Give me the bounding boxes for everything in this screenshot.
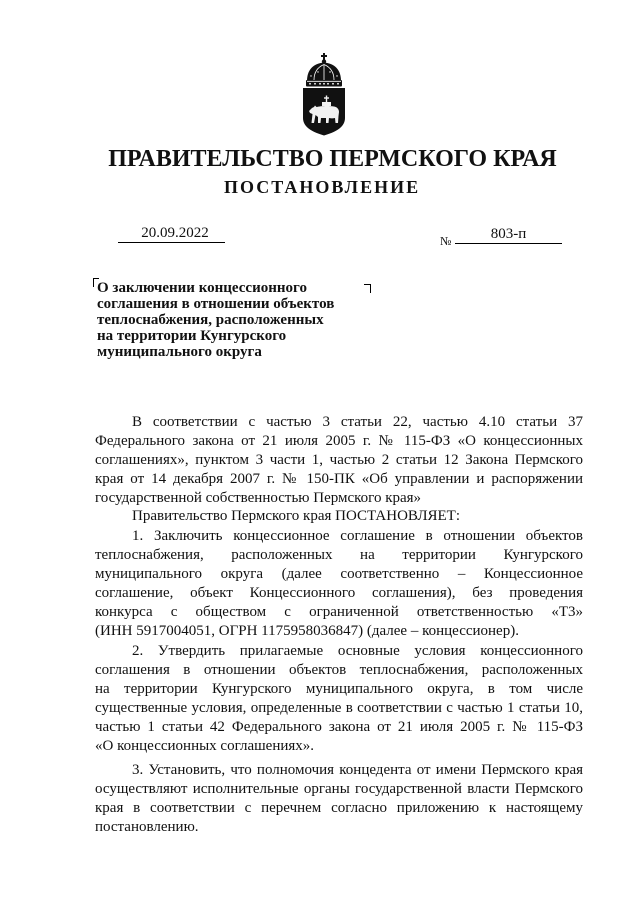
- number-sign: №: [440, 234, 452, 248]
- body-line: 1. Заключить концессионное соглашение в отношении объектов: [132, 528, 583, 544]
- subject-line: муниципального округа: [97, 344, 262, 360]
- body-line: теплоснабжения, расположенных на территории Кунгурского: [95, 547, 583, 563]
- body-line: Правительство Пермского края ПОСТАНОВЛЯЕТ:: [132, 508, 461, 524]
- paragraph-decree: [95, 507, 583, 526]
- body-line: конкурса с обществом с ограниченной ответственностью «Т3»: [95, 604, 583, 620]
- body-line: осуществляют исполнительные органы государственной власти Пермского: [95, 781, 583, 797]
- paragraph-preamble: [95, 413, 583, 508]
- body-line: государственной собственностью Пермского края»: [95, 490, 422, 506]
- organization-title: ПРАВИТЕЛЬСТВО ПЕРМСКОГО КРАЯ: [108, 146, 557, 172]
- body-line: соглашение, объект Концессионного соглашения), без проведения: [95, 585, 583, 601]
- paragraph-item-1: [95, 527, 583, 641]
- body-line: существенные условия, определенные в соответствии с частью 1 статьи 10,: [95, 700, 583, 716]
- body-line: постановлению.: [95, 819, 199, 835]
- subject-corner-right: [364, 284, 371, 293]
- body-line: муниципального округа (далее соответственно – Концессионное: [95, 566, 583, 582]
- coat-of-arms-icon: [300, 52, 348, 136]
- body-line: края в соответствии с перечнем согласно приложению к настоящему: [95, 800, 583, 816]
- subject-line: на территории Кунгурского: [97, 328, 287, 344]
- body-line: «О концессионных соглашениях».: [95, 738, 315, 754]
- body-line: 2. Утвердить прилагаемые основные условия концессионного: [132, 643, 583, 659]
- paragraph-item-2: [95, 642, 583, 756]
- document-type-title: ПОСТАНОВЛЕНИЕ: [224, 177, 421, 197]
- paragraph-item-3: [95, 761, 583, 837]
- subject-line: теплоснабжения, расположенных: [97, 312, 324, 328]
- subject-line: О заключении концессионного: [97, 280, 307, 296]
- subject-line: соглашения в отношении объектов: [97, 296, 335, 312]
- body-line: на территории Кунгурского муниципального округа, в том числе: [95, 681, 583, 697]
- body-line: Федерального закона от 21 июля 2005 г. № 115-ФЗ «О концессионных: [95, 433, 583, 449]
- document-date: 20.09.2022: [118, 224, 225, 243]
- body-line: соглашения в отношении объектов теплоснабжения, расположенных: [95, 662, 583, 678]
- body-line: соглашениях», пунктом 3 части 1, частью 2 статьи 12 Закона Пермского: [95, 452, 583, 468]
- document-subject: [97, 280, 334, 360]
- body-line: края от 14 декабря 2007 г. № 150-ПК «Об управлении и распоряжении: [95, 471, 583, 487]
- body-line: В соответствии с частью 3 статьи 22, частью 4.10 статьи 37: [132, 414, 583, 430]
- body-line: (ИНН 5917004051, ОГРН 1175958036847) (далее – концессионер).: [95, 623, 519, 639]
- body-line: 3. Установить, что полномочия концедента от имени Пермского края: [132, 762, 583, 778]
- body-line: частью 1 статьи 42 Федерального закона от 21 июля 2005 г. № 115-ФЗ: [95, 719, 583, 735]
- document-number: 803-п: [455, 225, 562, 244]
